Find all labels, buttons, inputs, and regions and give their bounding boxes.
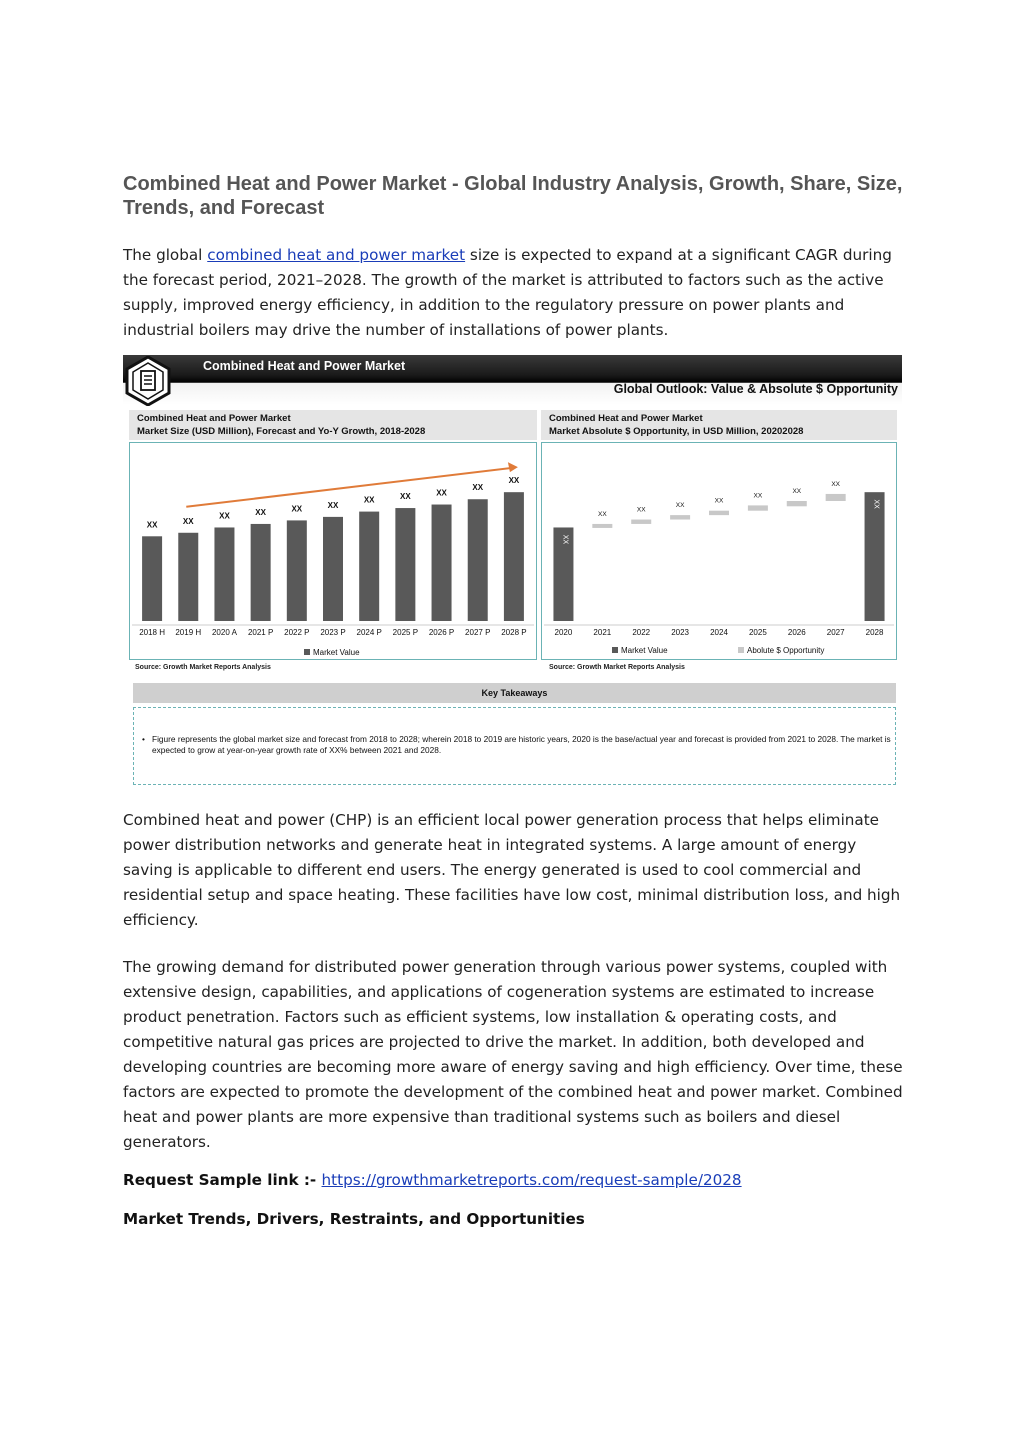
bar-data-label: XX: [291, 504, 303, 514]
bar-data-label: XX: [219, 511, 230, 521]
x-tick-label: 2023 P: [320, 628, 346, 637]
x-tick-label: 2021: [593, 628, 612, 637]
left-chart-source: Source: Growth Market Reports Analysis: [135, 664, 271, 671]
bar-data-label: XX: [831, 480, 841, 488]
bar-data-label: XX: [146, 520, 158, 530]
bar-data-label: XX: [675, 502, 685, 510]
legend-label-opportunity: Abolute $ Opportunity: [747, 646, 825, 655]
right-chart-title: Combined Heat and Power Market: [549, 413, 703, 424]
x-tick-label: 2022 P: [284, 628, 310, 637]
key-takeaways-item: [142, 734, 897, 756]
request-sample-link[interactable]: https://growthmarketreports.com/request-sample/2028: [321, 1171, 742, 1189]
right-chart-header: [541, 410, 897, 440]
opportunity-bar: [748, 505, 768, 510]
market-link[interactable]: combined heat and power market: [207, 246, 466, 264]
market-value-bar: [432, 505, 452, 621]
x-tick-label: 2024: [710, 628, 728, 637]
report-icon: [125, 356, 171, 406]
x-tick-label: 2018 H: [139, 628, 165, 637]
opportunity-bar: [826, 494, 846, 501]
market-value-bar: [142, 536, 162, 621]
absolute-opportunity-chart: [542, 443, 896, 659]
bar-data-label: XX: [597, 510, 607, 518]
market-infographic: [123, 355, 902, 790]
bar-data-label: XX: [636, 506, 646, 514]
opportunity-bar: [787, 501, 807, 506]
bar-data-label: XX: [714, 497, 724, 505]
section-heading: [123, 1208, 585, 1230]
opportunity-bar: [670, 515, 690, 519]
x-tick-label: 2024 P: [356, 628, 382, 637]
left-chart-frame: [129, 442, 537, 660]
trend-arrow-line: [186, 468, 510, 507]
legend-swatch-opportunity: [738, 647, 744, 653]
bar-data-label: XX: [792, 488, 802, 495]
intro-text-after: size is expected to expand at a significant CAGR during the forecast period, 2021–2028. The growth of the market is attributed to factors such as the active supply, improved energy efficiency, in addition to the regulatory pressure on power plants and industrial boilers may drive the number of installations of power plants.: [123, 246, 892, 339]
market-value-bar: [865, 492, 885, 621]
x-tick-label: 2025 P: [392, 628, 419, 637]
market-value-bar: [214, 527, 234, 621]
x-tick-label: 2026 P: [428, 628, 455, 637]
intro-paragraph: [123, 243, 903, 343]
x-tick-label: 2027: [826, 628, 845, 637]
intro-text-before: The global: [123, 246, 208, 264]
bar-data-label: XX: [436, 488, 447, 498]
left-chart-header: [129, 410, 537, 440]
infographic-title: Combined Heat and Power Market: [203, 359, 406, 373]
x-tick-label: 2028: [865, 628, 884, 637]
opportunity-bar: [592, 524, 612, 528]
bullet-icon: •: [142, 734, 145, 744]
x-tick-label: 2026: [787, 628, 806, 637]
x-tick-label: 2020: [554, 628, 573, 637]
market-value-bar: [468, 499, 488, 621]
page-title: Combined Heat and Power Market - Global Industry Analysis, Growth, Share, Size, Trends, and Forecast: [123, 173, 903, 219]
legend-label-market-value: Market Value: [621, 646, 668, 655]
bar-data-label: XX: [753, 492, 763, 500]
legend-swatch-market-value: [612, 647, 618, 653]
market-size-chart: [130, 443, 536, 659]
key-takeaways-heading: Key Takeaways: [133, 683, 896, 703]
section-heading-text: Market Trends, Drivers, Restraints, and Opportunities: [123, 1210, 585, 1228]
request-sample-label: Request Sample link :-: [123, 1171, 322, 1189]
right-chart-source: Source: Growth Market Reports Analysis: [549, 664, 685, 671]
market-value-bar: [323, 517, 343, 621]
x-tick-label: 2020 A: [211, 628, 237, 637]
market-value-bar: [251, 524, 271, 621]
x-tick-label: 2019 H: [175, 628, 202, 637]
x-tick-label: 2025: [748, 628, 767, 637]
market-value-bar: [178, 533, 198, 621]
market-value-bar: [395, 508, 415, 621]
legend-label-market-value: Market Value: [313, 648, 360, 657]
key-takeaways-text: Figure represents the global market size and forecast from 2018 to 2028; wherein 2018 to 2019 are historic years, 2020 is the base/actual year and forecast is provided from 2021 to 2028. The market is expected to grow at year-on-year growth rate of XX% between 2021 and 2028.: [152, 734, 891, 755]
bar-data-label: XX: [561, 534, 569, 545]
right-chart-frame: [541, 442, 897, 660]
x-tick-label: 2023: [671, 628, 690, 637]
trend-arrow-head: [508, 462, 518, 472]
right-chart-subtitle: Market Absolute $ Opportunity, in USD Million, 20202028: [549, 426, 804, 437]
x-tick-label: 2028 P: [501, 628, 527, 637]
bar-data-label: XX: [363, 495, 375, 505]
bar-data-label: XX: [400, 492, 411, 502]
opportunity-bar: [709, 511, 729, 515]
request-sample-line: [123, 1169, 742, 1191]
legend-swatch-market-value: [304, 649, 310, 655]
bar-data-label: XX: [182, 516, 194, 526]
x-tick-label: 2027 P: [465, 628, 491, 637]
market-value-bar: [287, 520, 307, 621]
market-value-bar: [504, 492, 524, 621]
chp-description-paragraph: Combined heat and power (CHP) is an efficient local power generation process that helps eliminate power distribution networks and generate heat in integrated systems. A large amount of energy saving is applicable to different end users. The energy generated is used to cool commercial and residential setup and space heating. These facilities have low cost, minimal distribution loss, and high efficiency.: [123, 811, 901, 929]
left-chart-subtitle: Market Size (USD Million), Forecast and Yo-Y Growth, 2018-2028: [137, 426, 426, 437]
bar-data-label: XX: [508, 476, 520, 486]
bar-data-label: XX: [472, 483, 484, 493]
infographic-subtitle: Global Outlook: Value & Absolute $ Opportunity: [613, 382, 898, 396]
demand-paragraph: The growing demand for distributed power generation through various power systems, coupled with extensive design, capabilities, and applications of cogeneration systems are estimated to increase product penetration. Factors such as efficient systems, low installation & operating costs, and competitive natural gas prices are projected to drive the market. In addition, both developed and developing countries are becoming more aware of energy saving and high efficiency. Over time, these factors are expected to promote the development of the combined heat and power market. Combined heat and power plants are more expensive than traditional systems such as boilers and diesel generators.: [123, 958, 903, 1151]
opportunity-bar: [631, 520, 651, 524]
left-chart-title: Combined Heat and Power Market: [137, 413, 291, 424]
key-takeaways-box: [133, 707, 896, 785]
market-value-bar: [359, 512, 379, 621]
x-tick-label: 2021 P: [247, 628, 274, 637]
bar-data-label: XX: [327, 500, 339, 510]
bar-data-label: XX: [255, 507, 266, 517]
x-tick-label: 2022: [632, 628, 651, 637]
bar-data-label: XX: [872, 499, 880, 509]
